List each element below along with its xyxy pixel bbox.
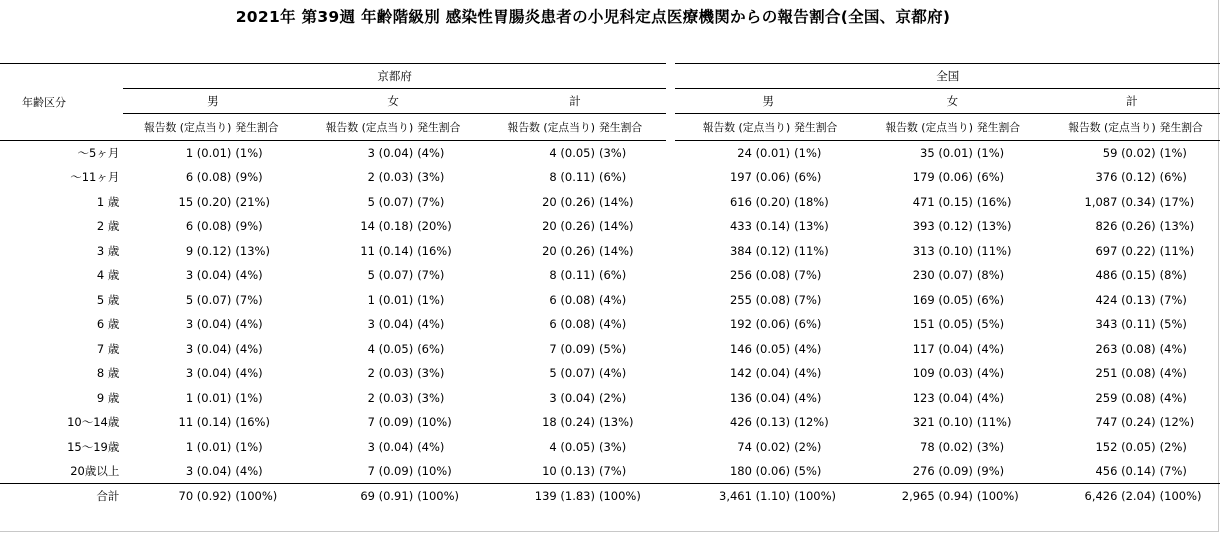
subheader-rate-kyoto-male: 発生割合 [235, 114, 302, 141]
rate-cell-national-female: (100%) [977, 484, 1044, 509]
count-cell-national-male: 384 (0.12) [729, 243, 791, 258]
rate-cell-kyoto-female: (10%) [417, 415, 452, 430]
count-cell-kyoto-total: 139 (1.83) [484, 484, 599, 509]
count-cell-kyoto-male: 6 (0.08) [185, 170, 232, 185]
age-label: ～5ヶ月 [77, 146, 120, 160]
count-cell-national-total: 424 (0.13) [1095, 292, 1156, 307]
rate-cell-national-female: (11%) [976, 415, 1012, 430]
count-cell-national-female: 230 (0.07) [912, 268, 973, 283]
count-cell-national-total: 6,426 (2.04) [1044, 484, 1160, 509]
rate-cell-national-female: (8%) [976, 268, 1005, 283]
count-cell-kyoto-total: 20 (0.26) [542, 194, 595, 209]
rate-cell-national-total: (11%) [1159, 243, 1195, 258]
age-label: 6 歳 [96, 317, 120, 332]
rate-cell-kyoto-female: (10%) [417, 464, 452, 478]
rate-cell-kyoto-total: (14%) [598, 194, 634, 209]
count-cell-national-male: 136 (0.04) [729, 390, 791, 405]
count-cell-national-male: 616 (0.20) [729, 194, 791, 209]
count-cell-national-male: 256 (0.08) [729, 268, 791, 283]
count-cell-national-female: 169 (0.05) [912, 292, 973, 307]
count-cell-kyoto-male: 11 (0.14) [178, 415, 232, 430]
table-row [0, 435, 1220, 460]
rate-cell-kyoto-male: (4%) [235, 464, 263, 478]
count-cell-national-male: 3,461 (1.10) [675, 484, 794, 509]
count-cell-kyoto-total: 20 (0.26) [542, 243, 595, 258]
count-cell-national-total: 59 (0.02) [1102, 146, 1156, 160]
count-cell-kyoto-female: 69 (0.91) [302, 484, 417, 509]
rate-cell-national-male: (12%) [794, 415, 829, 430]
count-cell-national-female: 117 (0.04) [912, 341, 973, 356]
count-cell-national-female: 109 (0.03) [912, 366, 973, 381]
rate-cell-national-male: (7%) [794, 292, 822, 307]
rate-cell-kyoto-total: (3%) [598, 439, 627, 454]
rate-cell-national-total: (4%) [1159, 366, 1187, 381]
rate-cell-national-male: (1%) [794, 146, 822, 160]
rate-cell-kyoto-male: (13%) [235, 243, 270, 258]
count-cell-kyoto-female: 1 (0.01) [367, 292, 414, 307]
rate-cell-kyoto-female: (100%) [417, 484, 484, 509]
count-cell-national-female: 123 (0.04) [912, 390, 973, 405]
rate-cell-national-total: (13%) [1159, 219, 1195, 234]
rate-cell-kyoto-total: (4%) [598, 292, 627, 307]
count-cell-kyoto-total: 6 (0.08) [549, 292, 595, 307]
rate-cell-national-male: (4%) [794, 341, 822, 356]
rate-cell-kyoto-male: (21%) [235, 194, 270, 209]
rate-cell-kyoto-male: (1%) [235, 439, 263, 454]
age-label: 8 歳 [96, 366, 120, 381]
rate-cell-kyoto-female: (4%) [417, 146, 445, 160]
subheader-count-kyoto-male: 報告数 (定点当り) [123, 114, 235, 141]
count-cell-kyoto-female: 2 (0.03) [367, 366, 414, 381]
rate-cell-kyoto-total: (13%) [598, 415, 634, 430]
rate-cell-national-female: (4%) [976, 341, 1005, 356]
count-cell-national-male: 426 (0.13) [729, 415, 791, 430]
count-cell-national-male: 24 (0.01) [737, 146, 791, 160]
count-cell-national-female: 2,965 (0.94) [861, 484, 977, 509]
table-row [0, 239, 1220, 264]
rate-cell-kyoto-total: (100%) [599, 484, 666, 509]
count-cell-kyoto-male: 3 (0.04) [185, 341, 232, 356]
sex-header-kyoto-female: 女 [302, 89, 484, 114]
rate-cell-national-male: (13%) [794, 219, 829, 234]
rate-cell-kyoto-total: (7%) [598, 464, 627, 478]
count-cell-national-male: 180 (0.06) [729, 464, 791, 478]
age-label: 7 歳 [96, 341, 120, 356]
count-cell-kyoto-male: 5 (0.07) [185, 292, 232, 307]
table-row [0, 288, 1220, 313]
subheader-rate-kyoto-female: 発生割合 [417, 114, 484, 141]
rate-cell-kyoto-male: (7%) [235, 292, 263, 307]
column-gap [666, 435, 676, 460]
count-cell-kyoto-male: 15 (0.20) [178, 194, 232, 209]
count-cell-kyoto-male: 3 (0.04) [185, 317, 232, 332]
count-cell-kyoto-total: 5 (0.07) [549, 366, 595, 381]
count-cell-national-female: 179 (0.06) [912, 170, 973, 185]
subheader-count-kyoto-female: 報告数 (定点当り) [302, 114, 417, 141]
column-gap [666, 459, 676, 484]
count-cell-national-total: 263 (0.08) [1095, 341, 1156, 356]
rate-cell-kyoto-total: (4%) [598, 317, 627, 332]
rate-cell-national-female: (9%) [976, 464, 1005, 478]
table-row [0, 214, 1220, 239]
rate-cell-national-female: (16%) [976, 194, 1012, 209]
table-row [0, 386, 1220, 411]
rate-cell-kyoto-female: (3%) [417, 170, 445, 185]
count-cell-national-total: 747 (0.24) [1095, 415, 1156, 430]
count-cell-national-total: 486 (0.15) [1095, 268, 1156, 283]
rate-cell-national-female: (6%) [976, 292, 1005, 307]
count-cell-national-total: 152 (0.05) [1095, 439, 1156, 454]
rate-cell-national-total: (8%) [1159, 268, 1187, 283]
rate-cell-kyoto-male: (1%) [235, 390, 263, 405]
rate-cell-kyoto-total: (4%) [598, 366, 627, 381]
count-cell-kyoto-female: 2 (0.03) [367, 390, 414, 405]
column-gap [666, 165, 676, 190]
count-cell-national-male: 146 (0.05) [729, 341, 791, 356]
count-cell-kyoto-total: 4 (0.05) [549, 439, 595, 454]
count-cell-national-female: 471 (0.15) [912, 194, 973, 209]
rate-cell-kyoto-total: (14%) [598, 219, 634, 234]
column-gap [666, 361, 676, 386]
rate-cell-national-female: (4%) [976, 366, 1005, 381]
age-label: 20歳以上 [70, 464, 120, 478]
rate-cell-kyoto-male: (16%) [235, 415, 270, 430]
subheader-count-national-female: 報告数 (定点当り) [861, 114, 977, 141]
count-cell-kyoto-female: 5 (0.07) [367, 194, 414, 209]
count-cell-kyoto-total: 18 (0.24) [542, 415, 595, 430]
count-cell-kyoto-female: 3 (0.04) [367, 317, 414, 332]
rate-cell-kyoto-female: (6%) [417, 341, 445, 356]
age-label: 15～19歳 [67, 439, 120, 454]
age-label: 合計 [0, 484, 123, 509]
rate-cell-national-total: (100%) [1160, 484, 1220, 509]
column-gap [666, 239, 676, 264]
subheader-count-kyoto-total: 報告数 (定点当り) [484, 114, 599, 141]
count-cell-national-total: 376 (0.12) [1095, 170, 1156, 185]
rate-cell-kyoto-female: (16%) [417, 243, 452, 258]
count-cell-kyoto-male: 3 (0.04) [185, 366, 232, 381]
subheader-count-national-male: 報告数 (定点当り) [675, 114, 794, 141]
rate-cell-national-total: (6%) [1159, 170, 1187, 185]
count-cell-kyoto-total: 20 (0.26) [542, 219, 595, 234]
age-label: ～11ヶ月 [70, 170, 120, 185]
table-row [0, 361, 1220, 386]
rate-cell-kyoto-total: (2%) [598, 390, 627, 405]
rate-cell-kyoto-male: (9%) [235, 219, 263, 234]
count-cell-kyoto-total: 3 (0.04) [549, 390, 595, 405]
column-gap [666, 484, 676, 509]
count-cell-kyoto-total: 8 (0.11) [549, 170, 595, 185]
count-cell-kyoto-female: 7 (0.09) [367, 415, 414, 430]
age-label: 1 歳 [96, 194, 120, 209]
subheader-rate-national-female: 発生割合 [977, 114, 1044, 141]
age-label: 9 歳 [96, 390, 120, 405]
column-gap [666, 386, 676, 411]
count-cell-national-female: 393 (0.12) [912, 219, 973, 234]
count-cell-kyoto-male: 3 (0.04) [185, 268, 232, 283]
age-label: 3 歳 [96, 243, 120, 258]
count-cell-national-male: 142 (0.04) [729, 366, 791, 381]
age-column-header: 年齢区分 [0, 64, 123, 141]
age-label: 10～14歳 [67, 415, 120, 430]
count-cell-national-total: 251 (0.08) [1095, 366, 1156, 381]
rate-cell-national-total: (1%) [1159, 146, 1187, 160]
count-cell-national-total: 1,087 (0.34) [1084, 194, 1156, 209]
count-cell-kyoto-total: 8 (0.11) [549, 268, 595, 283]
page-title: 2021年 第39週 年齢階級別 感染性胃腸炎患者の小児科定点医療機関からの報告割合(全国、京都府) [235, 8, 951, 26]
table-row [0, 312, 1220, 337]
rate-cell-kyoto-male: (9%) [235, 170, 263, 185]
rate-cell-national-total: (7%) [1159, 292, 1187, 307]
rate-cell-kyoto-female: (4%) [417, 317, 445, 332]
rate-cell-national-female: (3%) [976, 439, 1005, 454]
rate-cell-national-total: (4%) [1159, 390, 1187, 405]
rate-cell-national-male: (6%) [794, 170, 822, 185]
count-cell-kyoto-female: 2 (0.03) [367, 170, 414, 185]
rate-cell-kyoto-male: (100%) [235, 484, 302, 509]
column-gap [666, 190, 676, 215]
count-cell-kyoto-male: 3 (0.04) [185, 464, 232, 478]
count-cell-national-female: 151 (0.05) [912, 317, 973, 332]
rate-cell-national-total: (17%) [1159, 194, 1195, 209]
count-cell-national-male: 197 (0.06) [729, 170, 791, 185]
rate-cell-kyoto-male: (4%) [235, 366, 263, 381]
rate-cell-national-female: (11%) [976, 243, 1012, 258]
rate-cell-kyoto-male: (4%) [235, 317, 263, 332]
count-cell-national-total: 826 (0.26) [1095, 219, 1156, 234]
count-cell-kyoto-male: 1 (0.01) [185, 146, 232, 160]
rate-cell-national-male: (4%) [794, 366, 822, 381]
rate-cell-national-male: (4%) [794, 390, 822, 405]
count-cell-national-total: 697 (0.22) [1095, 243, 1156, 258]
region-header-national: 全国 [675, 64, 1220, 89]
count-cell-kyoto-female: 14 (0.18) [360, 219, 414, 234]
rate-cell-kyoto-female: (20%) [417, 219, 452, 234]
rate-cell-national-male: (18%) [794, 194, 829, 209]
count-cell-national-female: 276 (0.09) [912, 464, 973, 478]
rate-cell-kyoto-total: (6%) [598, 170, 627, 185]
total-row [0, 484, 1220, 509]
count-cell-national-male: 255 (0.08) [729, 292, 791, 307]
count-cell-kyoto-male: 70 (0.92) [123, 484, 235, 509]
column-gap [666, 141, 676, 166]
rate-cell-national-female: (1%) [976, 146, 1005, 160]
count-cell-national-male: 192 (0.06) [729, 317, 791, 332]
table-row [0, 263, 1220, 288]
age-label: 4 歳 [96, 268, 120, 283]
rate-cell-kyoto-total: (5%) [598, 341, 627, 356]
region-header-kyoto: 京都府 [123, 64, 666, 89]
count-cell-kyoto-total: 6 (0.08) [549, 317, 595, 332]
rate-cell-national-total: (4%) [1159, 341, 1187, 356]
count-cell-kyoto-male: 1 (0.01) [185, 390, 232, 405]
column-gap [666, 114, 676, 141]
rate-cell-kyoto-female: (4%) [417, 439, 445, 454]
table-row [0, 165, 1220, 190]
count-cell-national-female: 78 (0.02) [920, 439, 973, 454]
age-label: 5 歳 [96, 292, 120, 307]
report-table [0, 63, 1220, 509]
count-cell-national-total: 456 (0.14) [1095, 464, 1156, 478]
rate-cell-national-total: (2%) [1159, 439, 1187, 454]
table-row [0, 459, 1220, 484]
column-gap [666, 214, 676, 239]
rate-cell-national-male: (5%) [794, 464, 822, 478]
count-cell-kyoto-total: 10 (0.13) [542, 464, 595, 478]
rate-cell-kyoto-female: (1%) [417, 292, 445, 307]
rate-cell-kyoto-total: (6%) [598, 268, 627, 283]
subheader-rate-national-male: 発生割合 [794, 114, 861, 141]
subheader-rate-kyoto-total: 発生割合 [599, 114, 666, 141]
rate-cell-kyoto-male: (4%) [235, 268, 263, 283]
count-cell-kyoto-female: 5 (0.07) [367, 268, 414, 283]
count-cell-national-female: 313 (0.10) [912, 243, 973, 258]
count-cell-kyoto-male: 9 (0.12) [185, 243, 232, 258]
sex-header-national-female: 女 [861, 89, 1044, 114]
rate-cell-national-total: (12%) [1159, 415, 1195, 430]
count-cell-national-male: 433 (0.14) [729, 219, 791, 234]
count-cell-kyoto-female: 3 (0.04) [367, 146, 414, 160]
rate-cell-kyoto-male: (4%) [235, 341, 263, 356]
rate-cell-national-total: (5%) [1159, 317, 1187, 332]
count-cell-kyoto-female: 11 (0.14) [360, 243, 414, 258]
rate-cell-kyoto-female: (7%) [417, 194, 445, 209]
rate-cell-kyoto-total: (14%) [598, 243, 634, 258]
rate-cell-national-female: (6%) [976, 170, 1005, 185]
sex-header-national-total: 計 [1044, 89, 1220, 114]
subheader-rate-national-total: 発生割合 [1160, 114, 1220, 141]
age-label: 2 歳 [96, 219, 120, 234]
column-gap [666, 288, 676, 313]
table-row [0, 410, 1220, 435]
count-cell-kyoto-female: 3 (0.04) [367, 439, 414, 454]
sex-header-kyoto-male: 男 [123, 89, 302, 114]
count-cell-national-female: 321 (0.10) [912, 415, 973, 430]
table-row [0, 337, 1220, 362]
table-row [0, 190, 1220, 215]
rate-cell-national-female: (13%) [976, 219, 1012, 234]
table-row [0, 141, 1220, 166]
rate-cell-kyoto-total: (3%) [598, 146, 627, 160]
rate-cell-national-female: (5%) [976, 317, 1005, 332]
count-cell-kyoto-female: 7 (0.09) [367, 464, 414, 478]
rate-cell-national-total: (7%) [1159, 464, 1187, 478]
count-cell-national-male: 74 (0.02) [737, 439, 791, 454]
rate-cell-national-male: (100%) [794, 484, 861, 509]
rate-cell-kyoto-male: (1%) [235, 146, 263, 160]
column-gap [666, 337, 676, 362]
rate-cell-kyoto-female: (3%) [417, 390, 445, 405]
rate-cell-kyoto-female: (7%) [417, 268, 445, 283]
rate-cell-national-male: (2%) [794, 439, 822, 454]
column-gap [666, 263, 676, 288]
sex-header-kyoto-total: 計 [484, 89, 666, 114]
subheader-count-national-total: 報告数 (定点当り) [1044, 114, 1160, 141]
column-gap [666, 312, 676, 337]
count-cell-kyoto-female: 4 (0.05) [367, 341, 414, 356]
rate-cell-kyoto-female: (3%) [417, 366, 445, 381]
count-cell-national-female: 35 (0.01) [920, 146, 973, 160]
column-gap [666, 410, 676, 435]
count-cell-kyoto-total: 7 (0.09) [549, 341, 595, 356]
count-cell-national-total: 343 (0.11) [1095, 317, 1156, 332]
count-cell-national-total: 259 (0.08) [1095, 390, 1156, 405]
rate-cell-national-male: (6%) [794, 317, 822, 332]
count-cell-kyoto-male: 6 (0.08) [185, 219, 232, 234]
rate-cell-national-female: (4%) [976, 390, 1005, 405]
rate-cell-national-male: (11%) [794, 243, 829, 258]
rate-cell-national-male: (7%) [794, 268, 822, 283]
sex-header-national-male: 男 [675, 89, 861, 114]
count-cell-kyoto-total: 4 (0.05) [549, 146, 595, 160]
count-cell-kyoto-male: 1 (0.01) [185, 439, 232, 454]
